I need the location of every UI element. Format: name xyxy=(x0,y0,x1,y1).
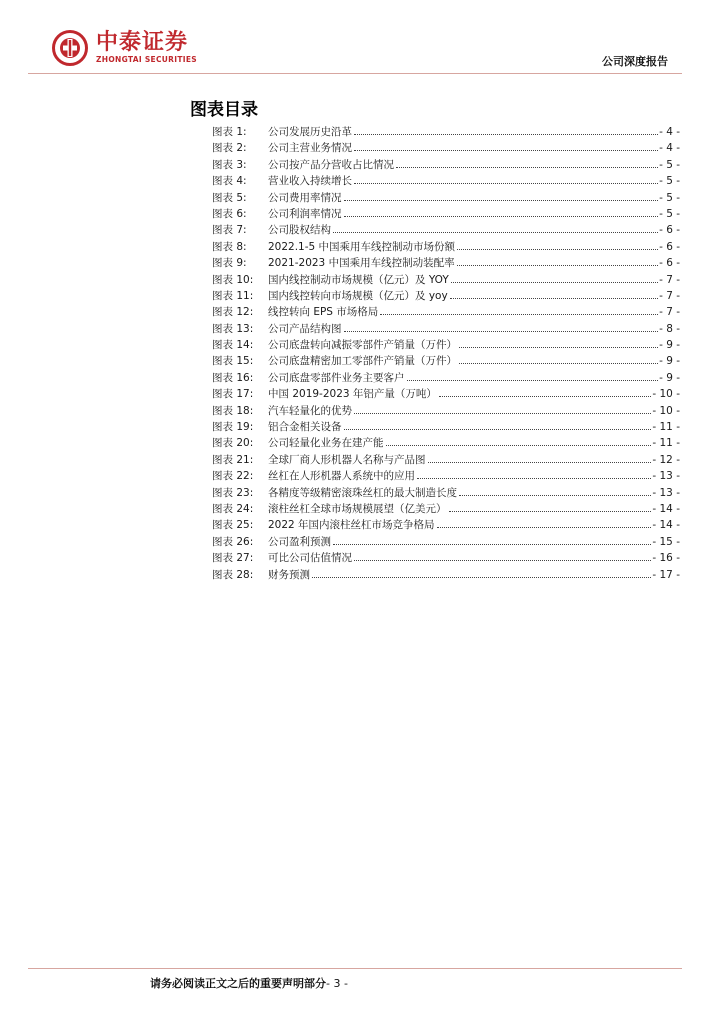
toc-entry-number: 图表 18: xyxy=(212,404,254,417)
toc-entry[interactable] xyxy=(212,567,680,583)
toc-entry[interactable] xyxy=(212,435,680,451)
toc-entry[interactable] xyxy=(212,239,680,255)
toc-dot-leader xyxy=(417,478,651,479)
toc-entry-title: 各精度等级精密滚珠丝杠的最大制造长度 xyxy=(268,486,457,499)
toc-dot-leader xyxy=(354,413,651,414)
toc-dot-leader xyxy=(380,314,658,315)
toc-entry[interactable] xyxy=(212,534,680,550)
toc-entry-page: - 9 - xyxy=(659,339,680,352)
toc-dot-leader xyxy=(457,265,658,266)
toc-entry-page: - 6 - xyxy=(659,257,680,270)
toc-entry-title: 公司股权结构 xyxy=(268,224,331,237)
toc-entry-title: 2021-2023 中国乘用车线控制动装配率 xyxy=(268,257,455,270)
toc-entry-page: - 17 - xyxy=(652,568,680,581)
toc-entry-number: 图表 15: xyxy=(212,355,254,368)
zhongtai-logo-icon xyxy=(52,30,88,66)
toc-title: 图表目录 xyxy=(190,100,258,120)
toc-entry[interactable] xyxy=(212,517,680,533)
toc-entry-title: 公司利润率情况 xyxy=(268,207,342,220)
toc-entry-number: 图表 16: xyxy=(212,371,254,384)
toc-entry-number: 图表 7: xyxy=(212,224,247,237)
toc-entry-page: - 4 - xyxy=(659,142,680,155)
toc-entry[interactable] xyxy=(212,190,680,206)
toc-dot-leader xyxy=(344,200,659,201)
toc-entry[interactable] xyxy=(212,501,680,517)
toc-entry-page: - 10 - xyxy=(652,388,680,401)
company-logo xyxy=(52,30,197,66)
toc-entry-title: 滚柱丝杠全球市场规模展望（亿美元） xyxy=(268,502,447,515)
toc-entry-title: 全球厂商人形机器人名称与产品图 xyxy=(268,453,426,466)
toc-entry-page: - 11 - xyxy=(652,421,680,434)
toc-entry-title: 铝合金相关设备 xyxy=(268,421,342,434)
toc-entry-title: 公司费用率情况 xyxy=(268,191,342,204)
toc-entry-number: 图表 28: xyxy=(212,568,254,581)
toc-dot-leader xyxy=(396,167,658,168)
toc-entry-title: 公司发展历史沿革 xyxy=(268,126,352,138)
toc-entry[interactable] xyxy=(212,304,680,320)
toc-entry[interactable] xyxy=(212,485,680,501)
toc-entry-page: - 7 - xyxy=(659,273,680,286)
toc-entry[interactable] xyxy=(212,370,680,386)
toc-entry-page: - 6 - xyxy=(659,224,680,237)
toc-entry[interactable] xyxy=(212,403,680,419)
toc-entry-number: 图表 19: xyxy=(212,421,254,434)
toc-dot-leader xyxy=(386,445,652,446)
toc-entry-title: 2022 年国内滚柱丝杠市场竞争格局 xyxy=(268,519,435,532)
footer-divider xyxy=(28,968,682,969)
toc-dot-leader xyxy=(354,183,658,184)
toc-entry-page: - 13 - xyxy=(652,470,680,483)
toc-entry-number: 图表 4: xyxy=(212,175,247,188)
toc-dot-leader xyxy=(459,495,651,496)
toc-dot-leader xyxy=(459,363,658,364)
toc-entry-number: 图表 5: xyxy=(212,191,247,204)
toc-entry-number: 图表 8: xyxy=(212,240,247,253)
toc-dot-leader xyxy=(344,429,652,430)
toc-entry-number: 图表 2: xyxy=(212,142,247,155)
toc-entry[interactable] xyxy=(212,140,680,156)
table-of-figures xyxy=(212,124,680,583)
toc-entry[interactable] xyxy=(212,337,680,353)
toc-entry[interactable] xyxy=(212,321,680,337)
toc-entry-number: 图表 1: xyxy=(212,126,247,138)
toc-entry-number: 图表 17: xyxy=(212,388,254,401)
toc-entry-title: 公司底盘零部件业务主要客户 xyxy=(268,371,405,384)
toc-entry-page: - 5 - xyxy=(659,175,680,188)
toc-entry-page: - 12 - xyxy=(652,453,680,466)
toc-entry-page: - 6 - xyxy=(659,240,680,253)
toc-entry-title: 公司主营业务情况 xyxy=(268,142,352,155)
toc-entry[interactable] xyxy=(212,353,680,369)
toc-entry-page: - 15 - xyxy=(652,535,680,548)
toc-entry-title: 公司盈利预测 xyxy=(268,535,331,548)
toc-entry-title: 可比公司估值情况 xyxy=(268,552,352,565)
toc-entry-number: 图表 25: xyxy=(212,519,254,532)
toc-entry[interactable] xyxy=(212,255,680,271)
toc-entry[interactable] xyxy=(212,550,680,566)
toc-entry-title: 公司产品结构图 xyxy=(268,322,342,335)
toc-entry-number: 图表 14: xyxy=(212,339,254,352)
toc-entry-title: 公司底盘转向减振零部件产销量（万件） xyxy=(268,339,457,352)
toc-dot-leader xyxy=(428,462,652,463)
toc-entry-title: 营业收入持续增长 xyxy=(268,175,352,188)
toc-dot-leader xyxy=(407,380,659,381)
toc-dot-leader xyxy=(450,298,658,299)
toc-dot-leader xyxy=(457,249,658,250)
toc-entry-title: 公司按产品分营收占比情况 xyxy=(268,158,394,171)
page-number: - 3 - xyxy=(326,977,348,990)
toc-dot-leader xyxy=(354,134,658,135)
toc-entry-title: 中国 2019-2023 年铝产量（万吨） xyxy=(268,388,437,401)
toc-dot-leader xyxy=(451,282,658,283)
toc-entry[interactable] xyxy=(212,468,680,484)
toc-entry-number: 图表 21: xyxy=(212,453,254,466)
toc-entry-number: 图表 24: xyxy=(212,502,254,515)
toc-dot-leader xyxy=(437,527,652,528)
toc-entry-number: 图表 10: xyxy=(212,273,254,286)
toc-entry-page: - 5 - xyxy=(659,207,680,220)
toc-dot-leader xyxy=(439,396,651,397)
toc-dot-leader xyxy=(344,216,659,217)
header-divider xyxy=(28,73,682,74)
toc-entry-page: - 9 - xyxy=(659,371,680,384)
toc-entry-title: 公司底盘精密加工零部件产销量（万件） xyxy=(268,355,457,368)
footer-disclaimer: 请务必阅读正文之后的重要声明部分 xyxy=(150,977,326,990)
toc-entry-number: 图表 26: xyxy=(212,535,254,548)
toc-entry-number: 图表 20: xyxy=(212,437,254,450)
report-type-label: 公司深度报告 xyxy=(602,55,668,68)
toc-dot-leader xyxy=(344,331,659,332)
page-footer xyxy=(150,975,348,991)
toc-entry-page: - 14 - xyxy=(652,502,680,515)
toc-entry[interactable] xyxy=(212,386,680,402)
toc-entry[interactable] xyxy=(212,288,680,304)
toc-entry[interactable] xyxy=(212,272,680,288)
toc-dot-leader xyxy=(354,560,651,561)
toc-entry[interactable] xyxy=(212,124,680,140)
toc-entry-title: 汽车轻量化的优势 xyxy=(268,404,352,417)
toc-entry-number: 图表 27: xyxy=(212,552,254,565)
toc-dot-leader xyxy=(312,577,651,578)
toc-entry-number: 图表 23: xyxy=(212,486,254,499)
toc-entry-page: - 5 - xyxy=(659,158,680,171)
toc-entry[interactable] xyxy=(212,157,680,173)
toc-entry-page: - 16 - xyxy=(652,552,680,565)
toc-dot-leader xyxy=(449,511,652,512)
logo-english-name: ZHONGTAI SECURITIES xyxy=(96,55,197,64)
toc-dot-leader xyxy=(459,347,658,348)
toc-entry-title: 公司轻量化业务在建产能 xyxy=(268,437,384,450)
toc-dot-leader xyxy=(333,544,651,545)
toc-entry-page: - 14 - xyxy=(652,519,680,532)
toc-entry-number: 图表 11: xyxy=(212,289,254,302)
toc-entry-title: 财务预测 xyxy=(268,568,310,581)
toc-entry-number: 图表 12: xyxy=(212,306,254,319)
toc-entry[interactable] xyxy=(212,206,680,222)
toc-entry-page: - 5 - xyxy=(659,191,680,204)
toc-entry-page: - 11 - xyxy=(652,437,680,450)
toc-entry-page: - 8 - xyxy=(659,322,680,335)
toc-entry-number: 图表 3: xyxy=(212,158,247,171)
toc-entry-page: - 13 - xyxy=(652,486,680,499)
toc-entry-page: - 4 - xyxy=(659,126,680,138)
toc-entry-number: 图表 13: xyxy=(212,322,254,335)
toc-entry-number: 图表 9: xyxy=(212,257,247,270)
toc-entry[interactable] xyxy=(212,452,680,468)
toc-entry-page: - 7 - xyxy=(659,306,680,319)
toc-entry-page: - 7 - xyxy=(659,289,680,302)
toc-dot-leader xyxy=(354,150,658,151)
toc-entry-page: - 10 - xyxy=(652,404,680,417)
toc-entry[interactable] xyxy=(212,419,680,435)
toc-entry[interactable] xyxy=(212,173,680,189)
toc-entry-title: 国内线控转向市场规模（亿元）及 yoy xyxy=(268,289,448,302)
toc-entry-page: - 9 - xyxy=(659,355,680,368)
toc-entry-title: 国内线控制动市场规模（亿元）及 YOY xyxy=(268,273,449,286)
toc-entry-title: 丝杠在人形机器人系统中的应用 xyxy=(268,470,415,483)
toc-entry-number: 图表 6: xyxy=(212,207,247,220)
toc-entry-number: 图表 22: xyxy=(212,470,254,483)
toc-dot-leader xyxy=(333,232,658,233)
toc-entry-title: 线控转向 EPS 市场格局 xyxy=(268,306,379,319)
toc-entry[interactable] xyxy=(212,222,680,238)
logo-chinese-name: 中泰证券 xyxy=(96,30,189,55)
toc-entry-title: 2022.1-5 中国乘用车线控制动市场份额 xyxy=(268,240,456,253)
